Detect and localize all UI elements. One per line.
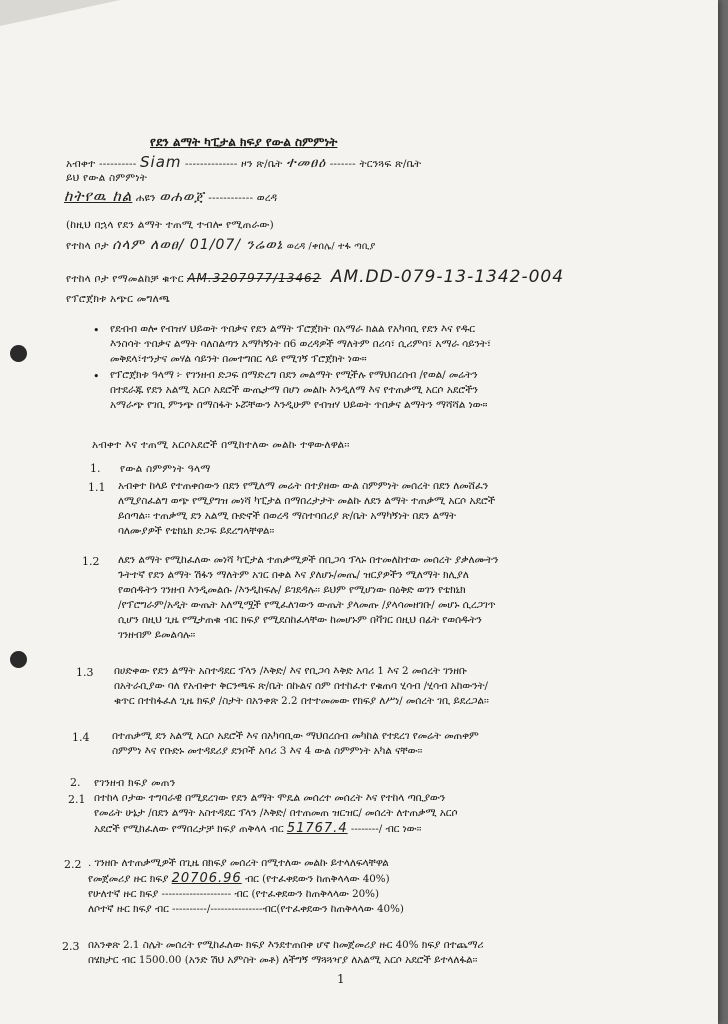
- section-title: የውል ስምምነት ዓላማ: [120, 463, 211, 475]
- clause-1-1: አብቀተ ከላይ የተጠቀሰውን በደን የሚለማ መሬት በተያዘው ውል ስምምነት መሰረት በደን ለመሸፈን ለሚያስፈልግ ወጭ የሚያግዝ መነሻ ካፒታል በማበረታታት መልኩ ለደን ልማት ተጠቃሚ አርሶ አደሮች ይሰጣል፡፡ ተጠቃሚ ደን አልሚ ቡድኖች በወረዳ ማስተባበሪያ ጽ/ቤት አማካኝነት በደን ልማት ባለሙያዎች የቴክኒክ ድጋፍ ይደረግላቸዋል፡፡: [118, 480, 496, 537]
- bullet-paragraph-1: የደብብ ወሎ የብዝሃ ህይወት ጥበቃና የደን ልማት ፕሮጀክት በአማራ ክልል የአካባቢ የደን እና የዱር እንስሳት ጥበቃና ልማት ባለስልጣን አማካኝነት በ6 ወረዳዎች ማለትም በሪሳ፣ ሲሪምባ፣ አማራ ሳይንት፣ መቅደላ፣ተንታና መሃል ሳይንት በመተግበር ላይ የሚገኝ ፕሮጀክት ነው።: [110, 323, 492, 365]
- clause-2-3: በአንቀጽ 2.1 ስሌት መሰረት የሚከፈለው ክፍያ እንደተጠበቀ ሆኖ ከመጀመሪያ ዙር 40% ክፍያ በተጨማሪ በሄክታር ብር 1500.00 (አንድ ሽህ አምስት መቶ) ለችግኝ ማጓጓዣያ ለአልሚ አርሶ አደሮች ይተላለፋል፡፡: [88, 939, 484, 966]
- handwritten-woreda: ወሐወጀ: [159, 189, 205, 205]
- project-summary-heading: የፕሮጀክቱ አጭር መግለጫ: [66, 293, 171, 305]
- struck-application-number: AM.3207977/13462: [187, 271, 322, 285]
- section-title: የገንዘብ ክፍያ መጠን: [94, 777, 176, 789]
- clause-2-2: . ገንዘቡ ለተጠቃሚዎች በጊዜ በክፍያ መሰረት በሚተለው መልኩ ይተላለፍላቸዋል የመጀመሪያ ዙር ክፍያ 20706.96 ብር (የተፈቀደውን ከጠቅላላው 40%) የሁለተኛ ዙር ክፍያ -------------------- ብር (የተፈቀደውን ከጠቅላላው 20%) ለሶተኛ ዙር ክፍያ ብር ----------/---------------ብር(የተፈቀደውን ከጠቅላላው 40%): [88, 857, 404, 915]
- handwritten-party-name: Siam: [140, 153, 182, 171]
- document-title: የደን ልማት ካፒታል ክፍያ የውል ስምምነት: [150, 135, 338, 149]
- bullet-marker: •: [93, 370, 100, 383]
- clause-number: 2.3: [62, 940, 80, 953]
- handwritten-zone: ተመፀዕ: [286, 155, 327, 171]
- section-number: 2.: [70, 776, 81, 789]
- handwritten-application-number: AM.DD-079-13-1342-004: [330, 267, 565, 287]
- section-number: 1.: [90, 462, 101, 475]
- clause-number: 1.3: [76, 666, 94, 679]
- handwritten-site: ሰላም ለወፀ/ 01/07/ ንሬወኔ: [112, 237, 284, 253]
- handwritten-total-amount: 51767.4: [286, 821, 348, 836]
- page-corner-fold: [0, 0, 120, 26]
- clause-number: 1.4: [72, 731, 90, 744]
- clause-1-2: ለደን ልማት የሚከፈለው መነሻ ካፒታል ተጠቃሚዎች በቢጋሳ ፕላኑ በተመለከተው መሰረት ያቃለሙትን ጉትተኛ የደን ልማት ሽፋን ማለትም አገር በቀል እና ያለሆኑ/መጤ/ ዝርያዎችን ሚለማት ክሊያለ የወሰዱትን ገንዘብ እንዲመልሱ /እንዲከፍሉ/ ይገደዳሉ፡፡ ይህም የሚሆነው በዕቅድ ወገን የቴክኒክ /የፕሮግራም/አዲት ውጤት አለሚሟች የሚፈለገውን ውጤት ያላመጡ /ያላሳመዘገቡ/ መሆኑ ሲረጋገጥ ሲሆን በዚህ ጊዜ የሚታጠቁ ብር ክፍያ የሚደስከፈላቸው ከመሆኑም በቫገር በዚህ በፊት የወሰዱትን ገንዘብም ይመልሳሉ፡፡: [118, 554, 499, 641]
- punch-hole-lower: [10, 651, 27, 668]
- page-number: 1: [337, 972, 345, 986]
- party-row-4: (ከዚህ በኋላ የደን ልማት ተጠሚ ተብሎ የሚጠራው): [66, 219, 274, 231]
- clause-1-3: በሀድቀው የደን ልማት አስተዳደር ፕላን /እቅድ/ እና የቢጋሳ እቅድ አባሪ 1 እና 2 መሰረት ገንዘቡ በአትራቢያው ባለ የአብቀተ ቅርንጫፍ ጽ/ቤት በኩልና ሰም በተከፈተ የቁጠባ ሂሳብ /ሂሳብ አከውንት/ ቁጥር በተከፋፈለ ጊዜ ክፍያ /ስታት በአንቀጽ 2.2 በተተመመው የክፍያ ለሥነ/ መሰረት ገቢ ይደረጋል፡፡: [114, 665, 489, 707]
- clause-2-1: በተከላ ቦታው ተግባራዊ በሚደረገው የደን ልማት ሞዴል መሰረተ መሰረት እና የተከላ ጣቢያውን የመሬት ሁኔታ /በደን ልማት አስተዳደር ፕላን /እቅድ/ በተጠመጠ ዝርዝር/ መሰረት ለተጠቃሚ አርሶ አደሮች የሚከፈለው የማበረታቻ ክፍያ ጠቅላላ ብር 51767.4 --------/ ብር ነው፡፡: [94, 792, 458, 836]
- party-row-2: ይህ የውል ስምምነት: [66, 172, 148, 184]
- party-row-5: የተከላ ቦታ ሰላም ለወፀ/ 01/07/ ንሬወኔ ወረዳ /ቀበሌ/ ተፋ ጣቢያ: [66, 237, 376, 253]
- clause-1-4: በተጠቃሚ ደን አልሚ አርሶ አደሮች እና በአካባቢው ማህበረሰብ መካከል የተደረገ የመሬት መጠቀም ስምምነ እና የቡድኑ መተዳደሪያ ደንቦች አባሪ 3 እና 4 ውል ስምምነት አካል ናቸው፡፡: [112, 730, 479, 757]
- party-row-3: ከትየዉ ከል ሐዩን ወሐወጀ ------------ ወረዳ: [64, 187, 278, 205]
- clause-number: 1.1: [88, 481, 106, 494]
- punch-hole-upper: [10, 345, 27, 362]
- party-row-6: የተከላ ቦታ የማመልከቻ ቁጥር AM.3207977/13462 AM.DD-079-13-1342-004: [66, 267, 565, 287]
- clause-number: 2.2: [64, 858, 82, 871]
- party-row-1: አብቀተ ---------- Siam -------------- ዞን ጽ/ቤት ተመፀዕ ------- ትርንጓፍ ጽ/ቤት: [66, 153, 422, 171]
- handwritten-member-name: ከትየዉ ከል: [64, 187, 133, 205]
- agreement-intro: አብቀተ እና ተጠሚ አርሶአደሮች በሚከተለው መልኩ ተዋውለዋል፡፡: [92, 439, 350, 451]
- clause-number: 1.2: [82, 555, 100, 568]
- bullet-paragraph-2: የፕሮጀክቱ ዓላማ ፦ የገንዘብ ድጋፍ በማድረግ በደን መልማት የሚችሉ የማህበረሰብ /የወል/ መሬትን በተደራጁ የደን አልሚ አርሶ አደሮች ውጤታማ በሆነ መልኩ እንዲለማ እና የተጠቃሚ አርሶ አደሮችን አማራጭ የገቢ ምንጭ በማስፋት ኑሯቸውን እንዲሁም የብዝሃ ህይወት ጥበቃና ልማትን ማሻሻል ነው።: [110, 369, 488, 411]
- handwritten-first-installment: 20706.96: [171, 871, 242, 886]
- clause-number: 2.1: [68, 793, 86, 806]
- bullet-marker: •: [93, 324, 100, 337]
